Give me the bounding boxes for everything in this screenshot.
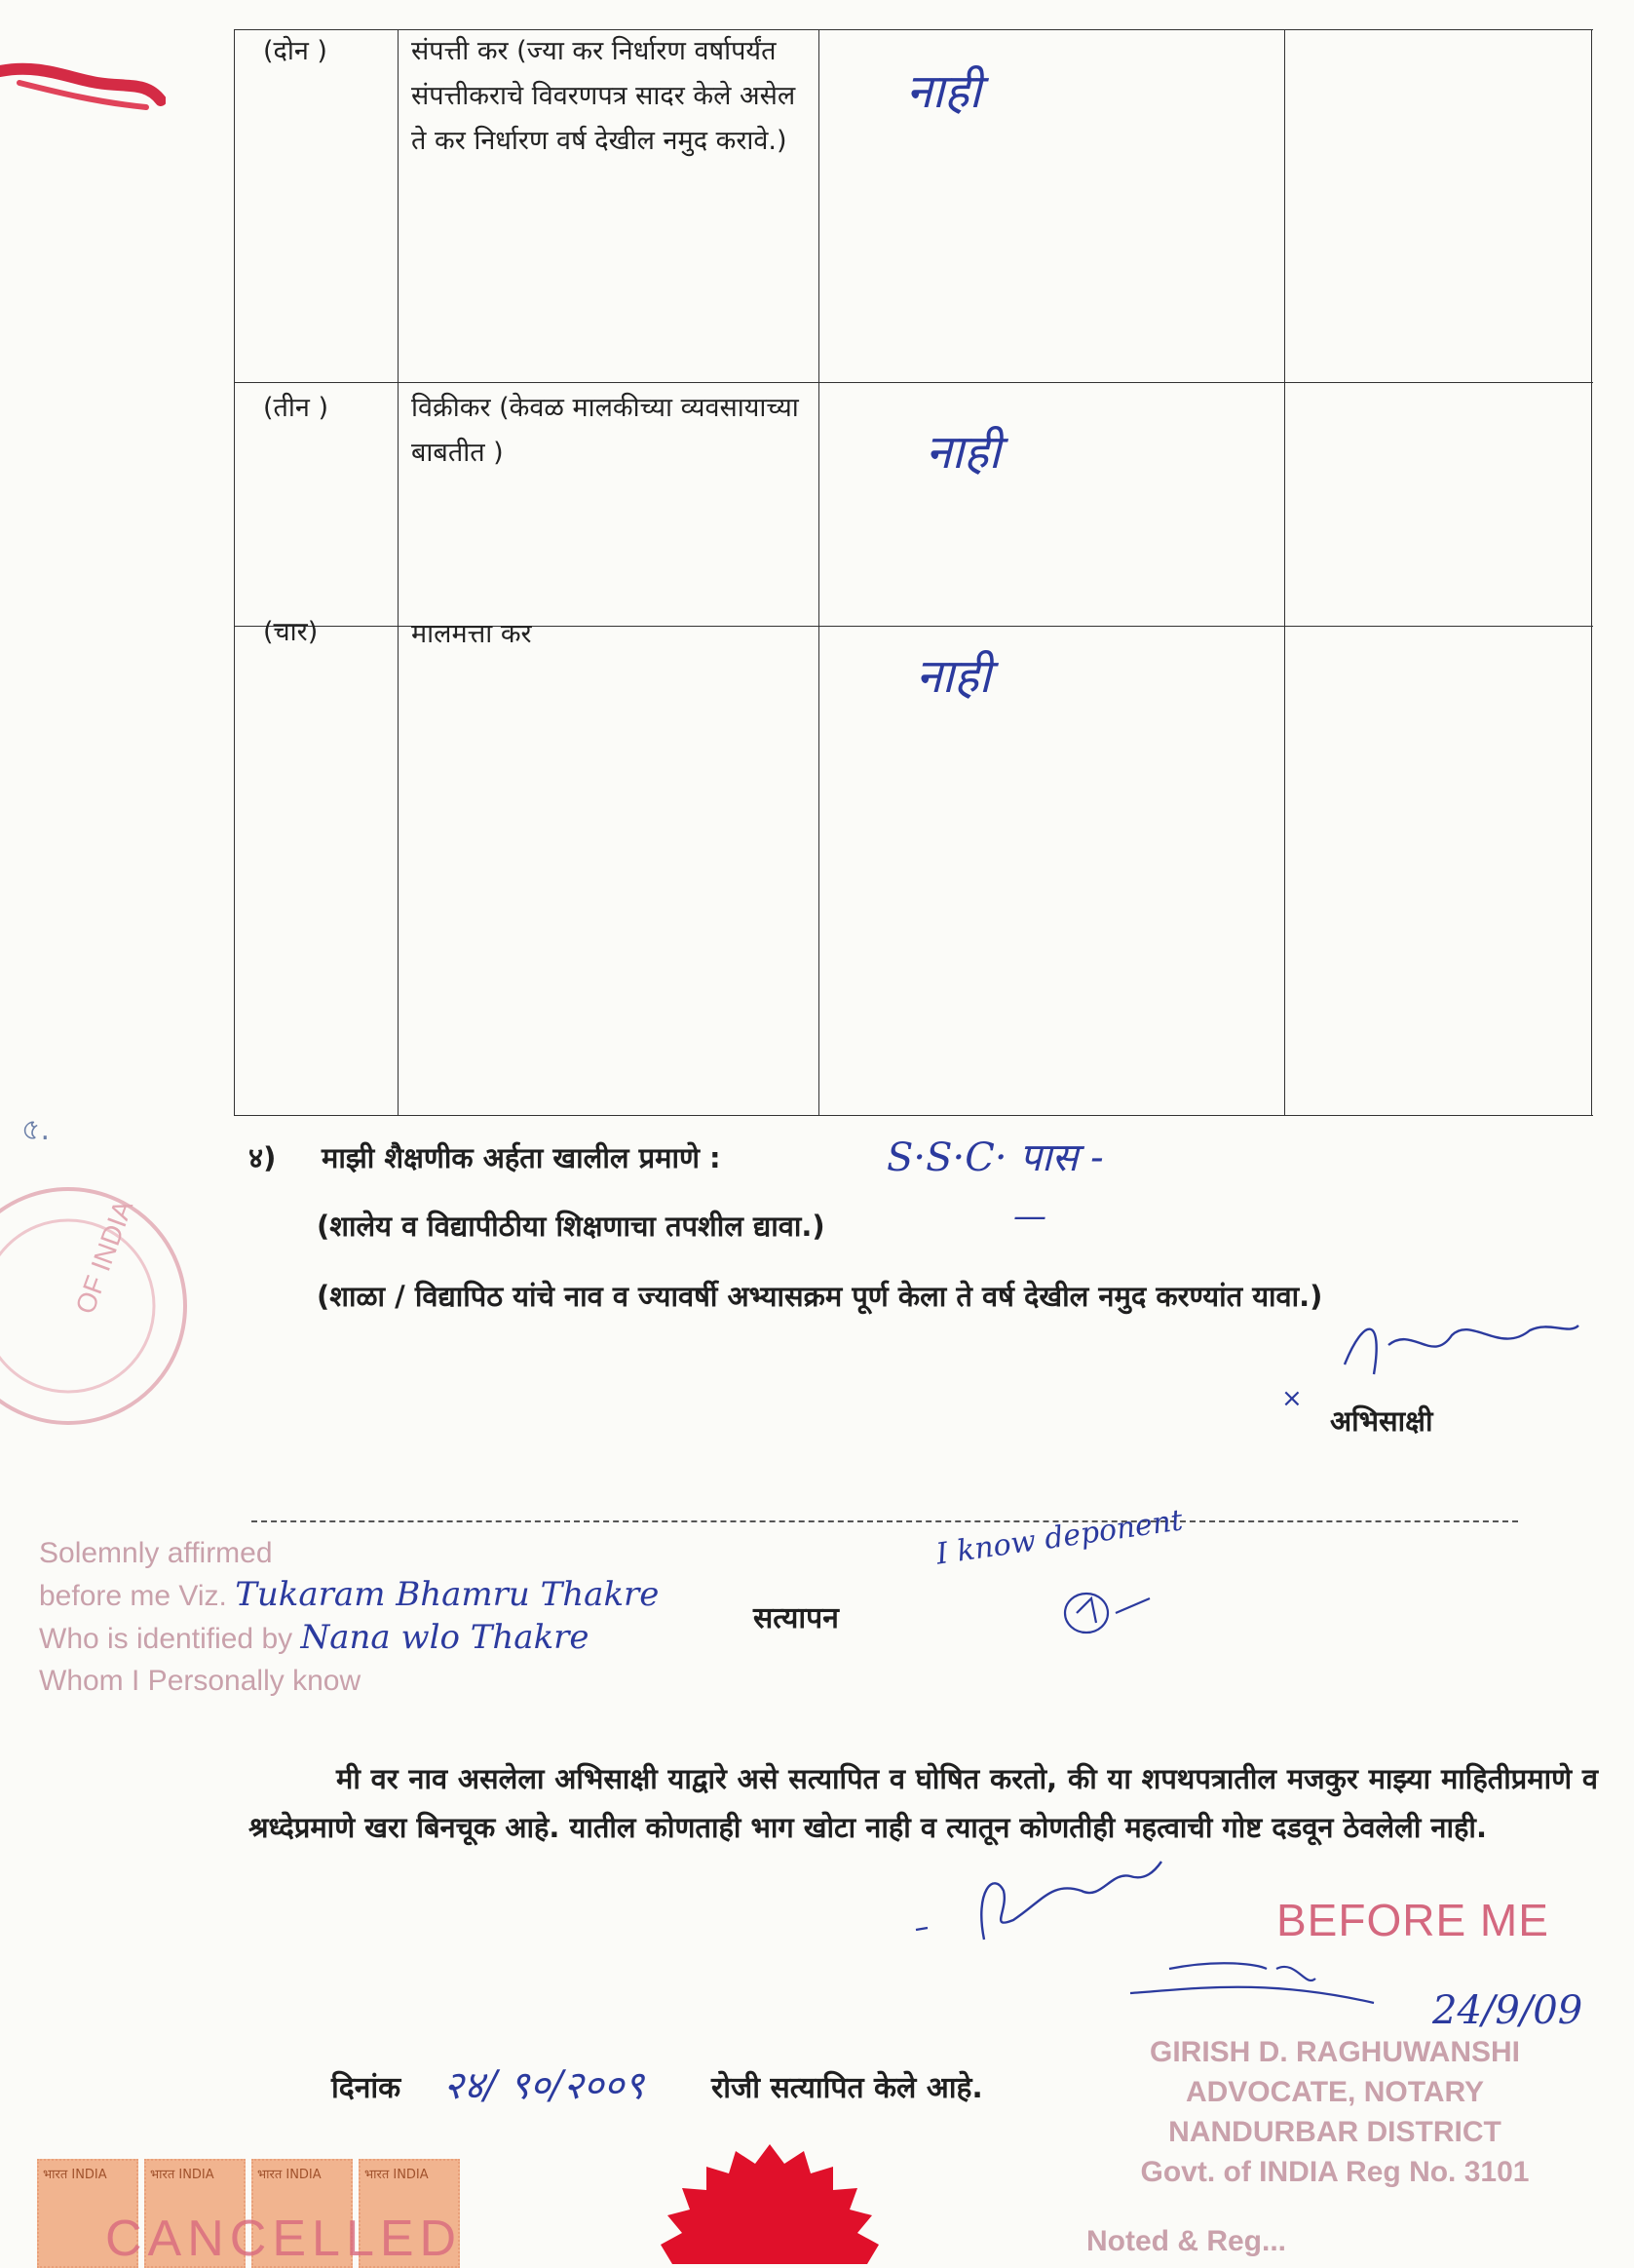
date-suffix: रोजी सत्यापित केले आहे. <box>711 2071 983 2105</box>
row-description: संपत्ती कर (ज्या कर निर्धारण वर्षापर्यंत संपत्तीकराचे विवरणपत्र सादर केले असेल ते कर निर्धारण वर्ष देखील नमुद करावे.) <box>411 36 796 156</box>
affirmation-line: Whom I Personally know <box>39 1665 361 1697</box>
row-number: (तीन ) <box>263 393 329 423</box>
deponent-name: Tukaram Bhamru Thakre <box>235 1575 660 1614</box>
deponent-label: अभिसाक्षी <box>1330 1404 1433 1438</box>
affirmation-line: Solemnly affirmed <box>39 1537 273 1569</box>
svg-text:OF INDIA: OF INDIA <box>69 1196 139 1319</box>
cancelled-overprint: CANCELLED <box>105 2210 463 2267</box>
affirmation-line: before me Viz. <box>39 1580 227 1612</box>
faded-notary-seal <box>0 1150 195 1472</box>
handwritten-answer: नाही <box>916 649 991 704</box>
know-deponent-note: I know deponent <box>933 1503 1186 1572</box>
note-answer-dash: — <box>1013 1197 1046 1236</box>
stamp-label: भारत INDIA <box>364 2168 429 2182</box>
deponent-signature <box>1335 1306 1588 1394</box>
notary-district: NANDURBAR DISTRICT <box>1168 2116 1501 2148</box>
revenue-stamps <box>37 2159 544 2267</box>
handwritten-answer: नाही <box>926 425 1001 480</box>
before-me-stamp: BEFORE ME <box>1276 1895 1549 1945</box>
stamp-label: भारत INDIA <box>43 2168 107 2182</box>
x-mark: × <box>1281 1384 1303 1413</box>
handwritten-answer: नाही <box>906 64 981 119</box>
section-note: (शालेय व विद्यापीठीया शिक्षणाचा तपशील द्यावा.) <box>317 1210 825 1243</box>
deponent-signature <box>906 1852 1169 1959</box>
identifier-name: Nana wlo Thakre <box>300 1618 589 1657</box>
verification-text: मी वर नाव असलेला अभिसाक्षी याद्वारे असे सत्यापित व घोषित करतो, की या शपथपत्रातील मजकुर माझ्या माहितीप्रमाणे व श्रध्देप्रमाणे खरा बिनचूक आहे. यातील कोणताही भाग खोटा नाही व त्यातून कोणतीही महत्वाची गोष्ट दडवून ठेवलेली नाही. <box>248 1762 1598 1844</box>
stamp-label: भारत INDIA <box>150 2168 214 2182</box>
notary-signature <box>1121 1949 1393 2027</box>
notary-registration: Govt. of INDIA Reg No. 3101 <box>1140 2156 1530 2188</box>
section-note: (शाळा / विद्यापिठ यांचे नाव व ज्यावर्षी अभ्यासक्रम पूर्ण केला ते वर्ष देखील नमुद करण्यांत यावा.) <box>317 1280 1323 1313</box>
affirmation-stamp <box>39 1532 721 1702</box>
qualification-answer: S·S·C· पास - <box>887 1135 1104 1180</box>
tax-table <box>234 29 1593 1116</box>
margin-mark: ৫. <box>21 1113 51 1147</box>
separator-line <box>251 1520 1518 1522</box>
verification-title: सत्यापन <box>753 1601 839 1635</box>
notary-name: GIRISH D. RAGHUWANSHI <box>1149 2036 1520 2068</box>
binding-thread <box>0 54 166 112</box>
row-number: (चार) <box>263 617 319 647</box>
date-prefix: दिनांक <box>331 2071 401 2105</box>
row-description: विक्रीकर (केवळ मालकीच्या व्यवसायाच्या बाबतीत ) <box>411 393 799 468</box>
affirmation-line: Who is identified by <box>39 1623 293 1655</box>
stamp-label: भारत INDIA <box>257 2168 322 2182</box>
noted-stamp: Noted & Reg... <box>1086 2225 1287 2257</box>
notary-seal-text <box>1121 2032 1549 2192</box>
row-description: मालमत्ता कर <box>411 619 532 649</box>
section-number: ४) <box>248 1141 277 1174</box>
notary-title: ADVOCATE, NOTARY <box>1185 2076 1485 2108</box>
notary-date: 24/9/09 <box>1432 1988 1583 2033</box>
red-seal <box>624 2139 916 2264</box>
notary-initials <box>1057 1584 1164 1642</box>
verification-date: २४/ ९०/२००९ <box>443 2063 645 2108</box>
row-number: (दोन ) <box>263 36 327 66</box>
section-heading: माझी शैक्षणीक अर्हता खालील प्रमाणे : <box>322 1141 721 1174</box>
